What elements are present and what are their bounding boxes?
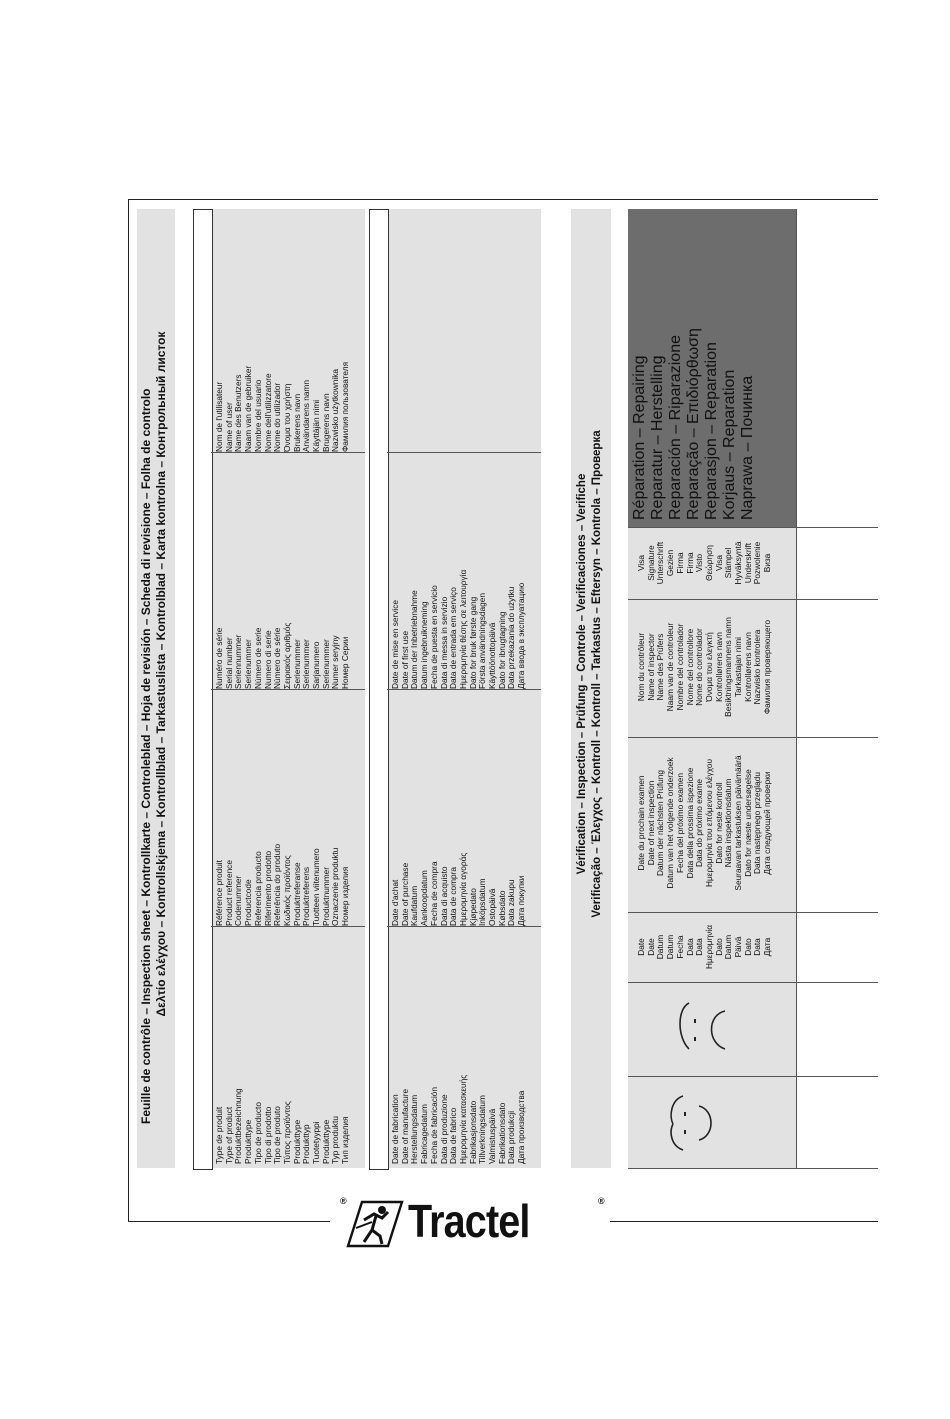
col-divider-inspector — [628, 599, 878, 600]
label-line: Tipo de producto — [252, 1102, 263, 1164]
label-line: Fecha del próximo examen — [674, 772, 685, 874]
label-line: Naprawa – Починка — [739, 375, 756, 520]
label-line: Referencia producto — [252, 851, 263, 926]
label-line: Produkttype — [243, 1119, 254, 1164]
label-line: Дата производства — [516, 1090, 527, 1164]
registered-mark: ® — [340, 1196, 347, 1206]
label-line: Underskrift — [742, 542, 753, 584]
label-line: Produkttype — [291, 1119, 302, 1164]
label-line: Produktreferanse — [291, 862, 302, 926]
label-line: Numéro de série — [214, 627, 224, 689]
label-line: Ημερομηνία — [703, 925, 714, 969]
label-line: Serienummer — [301, 639, 312, 689]
label-line: Date — [636, 938, 646, 956]
label-line: Nombre del controlador — [674, 623, 685, 711]
label-line: Dato — [713, 938, 724, 956]
label-line: Dato for neste kontroll — [713, 782, 724, 864]
panel2-divider-b — [387, 689, 541, 690]
verification-header-bottom — [628, 1168, 878, 1169]
label-line: Reparasjon – Reparation — [703, 342, 720, 520]
label-line: Visa — [636, 555, 646, 571]
col-divider-sad-face — [628, 982, 878, 983]
label-line: Numero di serie — [262, 630, 273, 689]
panel2-divider-a — [387, 926, 541, 927]
sad-face-icon — [673, 997, 733, 1063]
label-line: Data — [752, 938, 763, 956]
label-line: Name des Benutzers — [233, 374, 244, 452]
label-line: Σειριακός αριθμός — [281, 622, 292, 689]
label-line: Datum der Inbetriebnahme — [409, 590, 420, 689]
label-line: Date de fabrication — [390, 1094, 400, 1164]
label-line: Date — [645, 938, 656, 956]
label-line: Product reference — [223, 860, 234, 926]
label-line: Produktnummer — [320, 866, 331, 926]
label-line: Tuotteen viitenumero — [311, 848, 322, 926]
label-line: Dato for ibrugtagning — [496, 611, 507, 689]
label-line: Nazwisko użytkownika — [330, 369, 341, 452]
col-signature-header — [637, 530, 773, 596]
sheet-title-line: Feuille de contrôle – Inspection sheet – Kontrollkarte – Controleblad – Hoja de revisión – Scheda di revisione – Folha de controlo — [139, 388, 153, 1124]
label-line: Referência do produto — [272, 843, 283, 926]
first-use-date-labels — [391, 570, 527, 689]
label-line: Data przekazania do użytku — [506, 586, 517, 689]
label-line: Фамилия пользователя — [340, 361, 351, 452]
dates-value-slot[interactable] — [369, 209, 389, 1170]
label-line: Produkttyp — [301, 1124, 312, 1164]
label-line: Typ produktu — [330, 1116, 341, 1164]
label-line: Signature — [645, 545, 656, 581]
label-line: Data następnego przeglądu — [752, 772, 763, 874]
tractel-wordmark: Tractel — [408, 1195, 530, 1247]
label-line: Stämpel — [723, 547, 734, 579]
label-line: Date of next inspection — [645, 780, 656, 866]
label-line: Fecha — [674, 935, 685, 959]
label-line: Datum ingebruikneming — [419, 601, 430, 689]
label-line: Serial number — [223, 637, 234, 689]
label-line: Nästa inspektionsdatum — [723, 778, 734, 868]
label-line: Serienummer — [291, 639, 302, 689]
label-line: Produktreferens — [301, 866, 312, 926]
label-line: Nombre del usuario — [252, 379, 263, 452]
label-line: Data de compra — [448, 866, 459, 926]
repair-column-title — [631, 214, 757, 520]
label-line: Användarens namn — [301, 380, 312, 452]
label-line: Valmistuspäivä — [487, 1108, 498, 1164]
label-line: Tarkastajan nimi — [733, 637, 744, 697]
label-line: Firma — [684, 552, 695, 574]
label-line: Reparación – Riparazione — [667, 335, 684, 520]
registered-mark: ® — [598, 1196, 605, 1206]
label-line: Dato — [742, 938, 753, 956]
label-line: Data della prossima ispezione — [684, 767, 695, 879]
manufacture-date-labels — [391, 1075, 527, 1164]
label-line: Kaufdatum — [409, 885, 420, 926]
panel1-divider-a — [211, 926, 365, 927]
label-line: Unterschrift — [655, 541, 666, 585]
col-divider-next-exam — [628, 737, 878, 738]
col-inspector-header — [637, 601, 773, 733]
label-line: Riferimento prodotto — [262, 850, 273, 926]
label-line: Fabrikasjonsdato — [467, 1100, 478, 1164]
label-line: Date of first use — [399, 630, 410, 689]
label-line: Дата следующей проверки — [762, 771, 773, 875]
verification-title — [575, 209, 605, 1139]
label-line: Name of user — [223, 402, 234, 452]
label-line: Ostopäivä — [487, 888, 498, 926]
panel2-divider-c — [387, 452, 541, 453]
verification-title-line: Verificação – Έλεγχος – Kontroll – Kontroll – Tarkastus – Eftersyn – Kontrola – Проверка — [591, 430, 603, 918]
verification-row-divider — [796, 209, 797, 1168]
label-line: Data de entrada em serviço — [448, 587, 459, 689]
label-line: Firma — [674, 552, 685, 574]
label-line: Data di produzione — [438, 1094, 449, 1164]
label-line: Data — [694, 938, 705, 956]
label-line: Data do próximo exame — [694, 778, 705, 868]
serial-number-labels — [215, 623, 351, 689]
label-line: Όνομα του χρήστη — [281, 383, 292, 452]
label-line: Codenummer — [233, 875, 244, 926]
label-line: Visto — [694, 553, 705, 573]
label-line: Data di acquisto — [438, 866, 449, 926]
frame-left-line — [128, 199, 129, 1221]
label-line: Дата ввода в эксплуатацию — [516, 582, 527, 689]
label-line: Ημερομηνία θέσης σε λειτουργία — [457, 569, 468, 689]
label-line: Дата покупки — [516, 875, 527, 926]
label-line: Фамилия проверяющего — [762, 619, 773, 715]
label-line: Nazwisko kontrolera — [752, 629, 763, 705]
label-line: Inköpsdatum — [477, 878, 488, 926]
label-line: Hyväksyntä — [733, 541, 744, 585]
label-line: Kontrollørens navn — [742, 632, 753, 702]
label-line: Korjaus – Reparation — [721, 369, 738, 520]
col-date-header — [637, 916, 773, 978]
label-line: Тип изделия — [340, 1116, 351, 1164]
label-line: Tillverkningsdatum — [477, 1095, 488, 1164]
label-line: Номер Серии — [340, 636, 351, 689]
label-line: Produktbezeichnung — [233, 1088, 244, 1164]
label-line: Tipo de produto — [272, 1106, 283, 1164]
happy-face-icon — [663, 1090, 729, 1156]
label-line: Tipo di prodotto — [262, 1106, 273, 1164]
label-line: Besiktningsmannens namn — [723, 617, 734, 717]
label-line: Data zakupu — [506, 879, 517, 926]
label-line: Type de produit — [214, 1106, 224, 1164]
label-line: Visa — [713, 555, 724, 571]
verification-title-line: Vérification – Inspection – Prüfung – Controle – Verificaciones – Verifiche — [576, 473, 588, 875]
label-line: Nome dell'utilizzatore — [262, 373, 273, 452]
label-line: Reparatur – Herstelling — [649, 355, 666, 520]
label-line: Référence produit — [214, 860, 224, 926]
label-line: Nom de l'utilisateur — [214, 381, 224, 452]
purchase-date-labels — [391, 853, 527, 926]
col-next-exam-header — [637, 739, 773, 907]
label-line: Aankoopdatum — [419, 870, 430, 926]
label-line: Κωδικός προϊόντος — [281, 855, 292, 926]
label-line: Productcode — [243, 879, 254, 926]
label-line: Date of manufacture — [399, 1088, 410, 1164]
label-line: Kontrollørens navn — [713, 632, 724, 702]
label-line: Número de serie — [252, 627, 263, 689]
col-divider-date — [628, 912, 878, 913]
label-line: Käyttöönottopäivä — [487, 622, 498, 689]
label-line: Όνομα του ελεγκτή — [703, 632, 714, 702]
label-line: Brukerens navn — [291, 393, 302, 452]
label-line: Dato for bruk første gang — [467, 596, 478, 689]
label-line: Datum — [655, 934, 666, 960]
label-line: Type of product — [223, 1106, 234, 1164]
label-line: Käyttäjän nimi — [311, 399, 322, 452]
label-line: Herstellungsdatum — [409, 1094, 420, 1164]
label-line: Nome del controllore — [684, 628, 695, 706]
product-reference-labels — [215, 844, 351, 926]
label-line: Fecha de compra — [428, 861, 439, 926]
label-line: Købsdato — [496, 890, 507, 926]
col-divider-happy-face — [628, 1076, 878, 1077]
label-line: Nome do utilizador — [272, 382, 283, 452]
label-line: Data de fabrico — [448, 1107, 459, 1164]
label-line: Seriennummer — [233, 634, 244, 689]
label-line: Pozwolenie — [752, 541, 763, 585]
product-type-value-slot[interactable] — [193, 209, 213, 1170]
label-line: Número de série — [272, 627, 283, 689]
label-line: Nom du contrôleur — [636, 632, 646, 702]
label-line: Datum — [665, 934, 676, 960]
label-line: Θεώρηση — [703, 545, 714, 581]
label-line: Produkttype — [320, 1119, 331, 1164]
label-line: Date of purchase — [399, 862, 410, 926]
label-line: Réparation – Repairing — [631, 355, 648, 520]
label-line: Fabrikationsdato — [496, 1102, 507, 1164]
label-line: Gezien — [665, 549, 676, 577]
label-line: Data produkcji — [506, 1110, 517, 1164]
label-line: Ημερομηνία αγοράς — [457, 852, 468, 926]
label-line: Date d'achat — [390, 879, 400, 926]
panel1-divider-c — [211, 452, 365, 453]
label-line: Date de mise en service — [390, 599, 400, 689]
label-line: Ημερομηνία του επόμενου ελέγχου — [703, 759, 714, 888]
label-line: Numer seryjny — [330, 635, 341, 689]
frame-bottom-line-left — [128, 1221, 330, 1222]
label-line: Oznaczenie produktu — [330, 847, 341, 926]
label-line: Seuraavan tarkastuksen päivämäärä — [733, 755, 744, 891]
label-line: Första användningsdagen — [477, 593, 488, 689]
label-line: Naam van de controleur — [665, 622, 676, 712]
label-line: Номер изделия — [340, 866, 351, 926]
label-line: Nome do controlador — [694, 628, 705, 706]
sheet-title-line: Δελτίο ελέγχου – Kontrollskjema – Kontrollblad – Tarkastuslista – Kontrolblad – Karta kontrolna – Контрольный листок — [154, 331, 168, 1017]
label-line: Fabricagedatum — [419, 1104, 430, 1164]
product-type-labels — [215, 1088, 351, 1164]
panel1-divider-b — [211, 689, 365, 690]
frame-bottom-line-right — [610, 1221, 878, 1222]
frame-top-line — [128, 199, 878, 200]
label-line: Data di messa in servizio — [438, 596, 449, 689]
label-line: Fecha de fabricación — [428, 1086, 439, 1164]
label-line: Datum van het volgende onderzoek — [665, 757, 676, 889]
label-line: Name des Prüfers — [655, 633, 666, 701]
label-line: Reparação – Επιδιόρθωση — [685, 328, 702, 520]
label-line: Fecha de puesta en servicio — [428, 585, 439, 689]
label-line: Kjøpedato — [467, 888, 478, 926]
label-line: Name of inspector — [645, 633, 656, 701]
label-line: Виза — [762, 553, 773, 573]
label-line: Datum — [723, 934, 734, 960]
label-line: Date du prochain examen — [636, 775, 646, 871]
col-divider-signature — [628, 527, 878, 528]
tractel-logo — [338, 1194, 608, 1250]
user-name-labels — [215, 362, 351, 452]
sheet-title — [139, 224, 169, 1124]
label-line: Brugerens navn — [320, 393, 331, 452]
label-line: Dato for næste undersøgelse — [742, 769, 753, 877]
label-line: Serienummer — [320, 639, 331, 689]
label-line: Päivä — [733, 936, 744, 958]
label-line: Serienummer — [243, 639, 254, 689]
label-line: Tuotetyyppi — [311, 1121, 322, 1164]
label-line: Sarjanumero — [311, 641, 322, 689]
label-line: Τύπος προϊόντος — [281, 1101, 292, 1164]
label-line: Дата — [762, 937, 773, 957]
label-line: Naam van de gebruiker — [243, 365, 254, 452]
label-line: Datum der nächsten Prüfung — [655, 769, 666, 877]
label-line: Ημερομηνία κατασκευής — [457, 1074, 468, 1164]
label-line: Data — [684, 938, 695, 956]
tractel-figure-icon — [342, 1198, 404, 1248]
